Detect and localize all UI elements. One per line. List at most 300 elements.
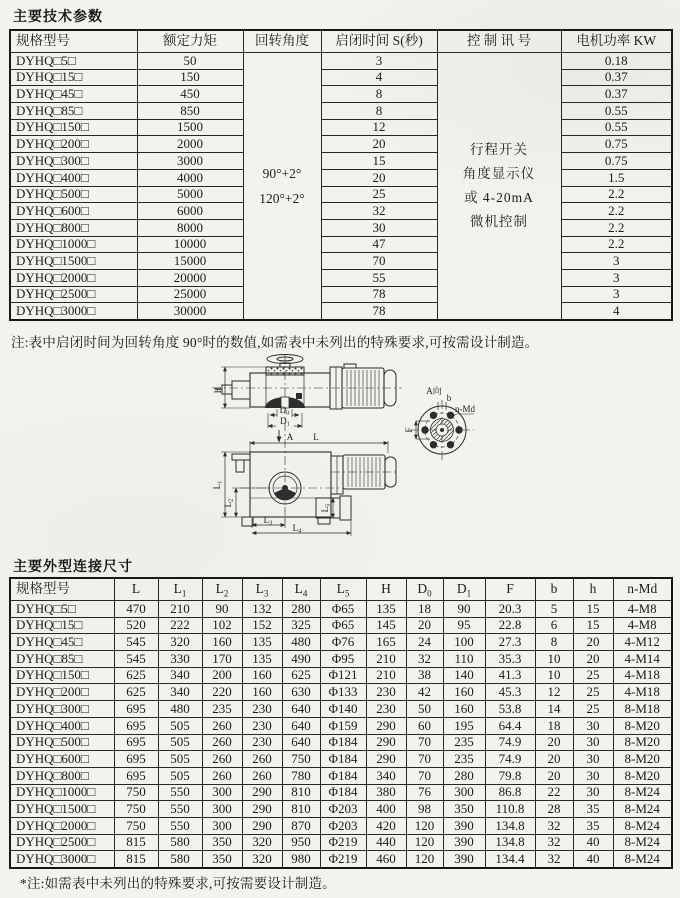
cell-value: 810 — [282, 801, 320, 818]
tech-table-row — [10, 119, 672, 136]
cell-value: 25 — [573, 667, 613, 684]
cell-torque: 1500 — [137, 119, 243, 136]
cell-open-close-time: 15 — [321, 153, 437, 170]
cell-value: 505 — [158, 717, 202, 734]
cell-torque: 150 — [137, 69, 243, 86]
dims-table-row — [10, 684, 672, 701]
cell-value: 132 — [242, 601, 282, 618]
cell-motor-power: 0.75 — [561, 136, 672, 153]
cell-value: 320 — [242, 851, 282, 868]
cell-value: 580 — [158, 834, 202, 851]
cell-torque: 850 — [137, 103, 243, 120]
cell-value: 390 — [443, 817, 485, 834]
dim-label-l: L — [313, 432, 319, 442]
cell-value: 550 — [158, 801, 202, 818]
cell-model: DYHQ□150□ — [10, 119, 137, 136]
cell-value: 480 — [282, 634, 320, 651]
cell-value: 230 — [242, 734, 282, 751]
cell-value: 160 — [242, 684, 282, 701]
cell-model: DYHQ□1000□ — [10, 236, 137, 253]
cell-value: 90 — [443, 601, 485, 618]
cell-value: 200 — [202, 667, 242, 684]
cell-value: 30 — [573, 784, 613, 801]
cell-value: 40 — [573, 851, 613, 868]
cell-value: 290 — [242, 784, 282, 801]
cell-model: DYHQ□1500□ — [10, 253, 137, 270]
cell-value: 30 — [573, 734, 613, 751]
dims-table-row — [10, 834, 672, 851]
cell-value: 350 — [443, 801, 485, 818]
dims-table-row — [10, 601, 672, 618]
cell-value: 8-M20 — [613, 717, 672, 734]
tech-table-row — [10, 303, 672, 320]
control-signal-line: 微机控制 — [470, 214, 528, 229]
cell-value: 20 — [535, 734, 573, 751]
tech-table-row — [10, 203, 672, 220]
cell-motor-power: 0.55 — [561, 103, 672, 120]
cell-value: 340 — [366, 767, 406, 784]
cell-model: DYHQ□1500□ — [10, 801, 114, 818]
cell-value: 74.9 — [485, 751, 535, 768]
tech-table-row — [10, 86, 672, 103]
cell-torque: 20000 — [137, 269, 243, 286]
cell-value: 20 — [573, 651, 613, 668]
cell-value: 260 — [202, 751, 242, 768]
cell-value: 98 — [406, 801, 443, 818]
cell-value: 6 — [535, 617, 573, 634]
control-signal-line: 角度显示仪 — [462, 166, 536, 181]
cell-model: DYHQ□200□ — [10, 684, 114, 701]
cell-value: 260 — [242, 767, 282, 784]
cell-value: 625 — [114, 684, 158, 701]
cell-value: 42 — [406, 684, 443, 701]
cell-value: 210 — [366, 667, 406, 684]
cell-value: 235 — [443, 751, 485, 768]
dims-col-header: 规格型号 — [10, 578, 114, 601]
tech-params-title: 主要技术参数 — [13, 8, 103, 24]
dimensions-table — [9, 577, 673, 869]
cell-value: 86.8 — [485, 784, 535, 801]
cell-value: Φ203 — [320, 817, 366, 834]
cell-value: 230 — [242, 717, 282, 734]
dims-col-header: $L_2$ — [202, 578, 242, 601]
cell-torque: 4000 — [137, 169, 243, 186]
cell-value: 40 — [573, 834, 613, 851]
cell-value: 14 — [535, 701, 573, 718]
cell-torque: 25000 — [137, 286, 243, 303]
cell-value: 8-M20 — [613, 767, 672, 784]
tech-header-row — [10, 30, 672, 53]
dim-label-a: A — [286, 432, 294, 442]
cell-torque: 2000 — [137, 136, 243, 153]
dims-table-row — [10, 734, 672, 751]
cell-value: 4-M12 — [613, 634, 672, 651]
cell-torque: 450 — [137, 86, 243, 103]
cell-value: 35 — [573, 817, 613, 834]
cell-value: 160 — [242, 667, 282, 684]
dims-col-header: F — [485, 578, 535, 601]
cell-value: 750 — [282, 751, 320, 768]
cell-value: 340 — [158, 684, 202, 701]
cell-model: DYHQ□150□ — [10, 667, 114, 684]
cell-value: 32 — [535, 834, 573, 851]
cell-open-close-time: 4 — [321, 69, 437, 86]
cell-open-close-time: 70 — [321, 253, 437, 270]
cell-value: 22 — [535, 784, 573, 801]
dim-label-l5: L5 — [320, 503, 332, 513]
cell-model: DYHQ□5□ — [10, 53, 137, 70]
cell-value: 330 — [158, 651, 202, 668]
cell-value: 290 — [366, 717, 406, 734]
cell-value: 4-M8 — [613, 601, 672, 618]
cell-open-close-time: 78 — [321, 303, 437, 320]
cell-value: 45.3 — [485, 684, 535, 701]
cell-value: 290 — [242, 817, 282, 834]
cell-value: 222 — [158, 617, 202, 634]
cell-value: 24 — [406, 634, 443, 651]
cell-value: 980 — [282, 851, 320, 868]
dims-table-row — [10, 751, 672, 768]
tech-table-row — [10, 103, 672, 120]
cell-model: DYHQ□1000□ — [10, 784, 114, 801]
cell-value: 340 — [158, 667, 202, 684]
cell-value: 20 — [573, 634, 613, 651]
cell-value: 134.4 — [485, 851, 535, 868]
cell-value: 260 — [242, 751, 282, 768]
cell-value: 625 — [114, 667, 158, 684]
cell-value: 815 — [114, 851, 158, 868]
cell-value: 8-M24 — [613, 817, 672, 834]
cell-motor-power: 4 — [561, 303, 672, 320]
cell-value: 32 — [406, 651, 443, 668]
dims-table-row — [10, 717, 672, 734]
cell-model: DYHQ□2500□ — [10, 286, 137, 303]
cell-model: DYHQ□45□ — [10, 86, 137, 103]
cell-value: 695 — [114, 751, 158, 768]
cell-value: 160 — [202, 634, 242, 651]
dims-table-row — [10, 767, 672, 784]
cell-motor-power: 2.2 — [561, 219, 672, 236]
cell-open-close-time: 25 — [321, 186, 437, 203]
cell-value: 41.3 — [485, 667, 535, 684]
cell-motor-power: 1.5 — [561, 169, 672, 186]
cell-value: Φ76 — [320, 634, 366, 651]
cell-value: 230 — [366, 701, 406, 718]
dimensions-title: 主要外型连接尺寸 — [13, 558, 133, 574]
cell-value: 10 — [535, 667, 573, 684]
cell-value: 545 — [114, 634, 158, 651]
cell-torque: 30000 — [137, 303, 243, 320]
cell-value: 630 — [282, 684, 320, 701]
cell-open-close-time: 8 — [321, 103, 437, 120]
cell-value: 390 — [443, 834, 485, 851]
cell-value: 870 — [282, 817, 320, 834]
cell-value: 30 — [573, 751, 613, 768]
cell-value: 750 — [114, 784, 158, 801]
cell-value: Φ219 — [320, 834, 366, 851]
cell-value: 15 — [573, 601, 613, 618]
dims-col-header: $D_1$ — [443, 578, 485, 601]
dim-label-l4: L4 — [292, 523, 302, 535]
cell-value: 160 — [443, 684, 485, 701]
tech-table-row — [10, 169, 672, 186]
cell-model: DYHQ□15□ — [10, 69, 137, 86]
cell-value: 18 — [535, 717, 573, 734]
cell-torque: 6000 — [137, 203, 243, 220]
cell-value: 8-M20 — [613, 751, 672, 768]
cell-value: 280 — [282, 601, 320, 618]
dimensions-note: *注:如需表中未列出的特殊要求,可按需要设计制造。 — [20, 876, 336, 891]
cell-open-close-time: 20 — [321, 169, 437, 186]
tech-table-body — [10, 53, 672, 321]
view-label-a-direction: A向 — [426, 386, 442, 396]
dims-col-header: n-Md — [613, 578, 672, 601]
dims-table-body — [10, 601, 672, 869]
dims-header-row — [10, 578, 672, 601]
cell-value: 35 — [573, 801, 613, 818]
rotation-angle-line: 120°+2° — [259, 191, 305, 206]
cell-motor-power: 2.2 — [561, 186, 672, 203]
tech-table-row — [10, 153, 672, 170]
cell-value: 102 — [202, 617, 242, 634]
col-header-power: 电机功率 KW — [561, 30, 672, 53]
cell-model: DYHQ□500□ — [10, 734, 114, 751]
cell-value: 260 — [202, 717, 242, 734]
cell-model: DYHQ□800□ — [10, 767, 114, 784]
actuator-plan-view — [221, 441, 398, 536]
col-header-model: 规格型号 — [10, 30, 137, 53]
dim-label-l1: L1 — [212, 480, 224, 490]
cell-open-close-time: 3 — [321, 53, 437, 70]
cell-motor-power: 0.37 — [561, 69, 672, 86]
dims-col-header: $D_0$ — [406, 578, 443, 601]
cell-motor-power: 3 — [561, 269, 672, 286]
cell-value: 64.4 — [485, 717, 535, 734]
dims-table-row — [10, 651, 672, 668]
cell-value: 950 — [282, 834, 320, 851]
cell-model: DYHQ□300□ — [10, 701, 114, 718]
cell-model: DYHQ□85□ — [10, 651, 114, 668]
cell-value: 30 — [573, 717, 613, 734]
cell-open-close-time: 8 — [321, 86, 437, 103]
cell-value: 235 — [202, 701, 242, 718]
cell-value: Φ121 — [320, 667, 366, 684]
cell-value: 380 — [366, 784, 406, 801]
cell-value: 550 — [158, 817, 202, 834]
cell-value: 35.3 — [485, 651, 535, 668]
cell-value: 230 — [366, 684, 406, 701]
cell-value: 260 — [202, 734, 242, 751]
cell-value: Φ184 — [320, 767, 366, 784]
cell-value: 470 — [114, 601, 158, 618]
cell-value: 460 — [366, 851, 406, 868]
cell-value: 300 — [202, 784, 242, 801]
cell-value: 135 — [242, 634, 282, 651]
cell-value: 53.8 — [485, 701, 535, 718]
col-header-rotation: 回转角度 — [243, 30, 321, 53]
cell-value: 815 — [114, 834, 158, 851]
cell-value: 15 — [573, 617, 613, 634]
cell-value: 420 — [366, 817, 406, 834]
cell-value: 695 — [114, 717, 158, 734]
cell-value: 490 — [282, 651, 320, 668]
cell-model: DYHQ□800□ — [10, 219, 137, 236]
cell-value: 440 — [366, 834, 406, 851]
cell-torque: 5000 — [137, 186, 243, 203]
dims-table-row — [10, 667, 672, 684]
cell-value: 135 — [242, 651, 282, 668]
cell-value: 4-M18 — [613, 667, 672, 684]
dim-label-l3: L3 — [263, 515, 273, 527]
cell-value: 10 — [535, 651, 573, 668]
dims-col-header: H — [366, 578, 406, 601]
tech-table-row — [10, 69, 672, 86]
cell-model: DYHQ□300□ — [10, 153, 137, 170]
cell-value: 8-M24 — [613, 834, 672, 851]
cell-value: 505 — [158, 751, 202, 768]
cell-value: 74.9 — [485, 734, 535, 751]
cell-value: 25 — [573, 701, 613, 718]
cell-value: 8-M20 — [613, 734, 672, 751]
dim-label-d0: D0 — [279, 405, 290, 417]
cell-value: 20.3 — [485, 601, 535, 618]
cell-model: DYHQ□600□ — [10, 751, 114, 768]
cell-value: Φ219 — [320, 851, 366, 868]
cell-value: 750 — [114, 817, 158, 834]
dims-table-row — [10, 617, 672, 634]
cell-value: 280 — [443, 767, 485, 784]
cell-model: DYHQ□3000□ — [10, 851, 114, 868]
cell-open-close-time: 47 — [321, 236, 437, 253]
dims-col-header: $L_1$ — [158, 578, 202, 601]
cell-value: 8-M24 — [613, 851, 672, 868]
cell-value: 134.8 — [485, 834, 535, 851]
cell-motor-power: 0.55 — [561, 119, 672, 136]
control-signal-cell — [437, 53, 561, 321]
cell-value: Φ184 — [320, 784, 366, 801]
cell-motor-power: 3 — [561, 253, 672, 270]
cell-value: 160 — [443, 701, 485, 718]
cell-value: 100 — [443, 634, 485, 651]
cell-value: 79.8 — [485, 767, 535, 784]
cell-value: 90 — [202, 601, 242, 618]
tech-table-row — [10, 286, 672, 303]
dim-label-h: H — [213, 386, 223, 394]
dims-table-row — [10, 701, 672, 718]
tech-table-row — [10, 53, 672, 70]
dim-label-n-md: n-Md — [455, 404, 475, 414]
cell-value: Φ65 — [320, 617, 366, 634]
cell-value: 750 — [114, 801, 158, 818]
cell-value: 550 — [158, 784, 202, 801]
cell-value: 695 — [114, 701, 158, 718]
cell-value: 4-M14 — [613, 651, 672, 668]
cell-model: DYHQ□600□ — [10, 203, 137, 220]
cell-torque: 10000 — [137, 236, 243, 253]
cell-value: 70 — [406, 734, 443, 751]
cell-value: 38 — [406, 667, 443, 684]
cell-value: 95 — [443, 617, 485, 634]
cell-value: 300 — [202, 817, 242, 834]
dim-label-f: F — [404, 427, 414, 433]
dims-col-header: b — [535, 578, 573, 601]
cell-value: Φ140 — [320, 701, 366, 718]
cell-value: 4-M18 — [613, 684, 672, 701]
dims-col-header: h — [573, 578, 613, 601]
tech-table-row — [10, 236, 672, 253]
cell-open-close-time: 20 — [321, 136, 437, 153]
cell-value: 140 — [443, 667, 485, 684]
cell-value: 120 — [406, 817, 443, 834]
cell-value: 22.8 — [485, 617, 535, 634]
cell-value: 170 — [202, 651, 242, 668]
control-signal-line: 行程开关 — [470, 142, 528, 157]
cell-model: DYHQ□400□ — [10, 717, 114, 734]
cell-value: 350 — [202, 851, 242, 868]
col-header-control: 控 制 讯 号 — [437, 30, 561, 53]
cell-open-close-time: 55 — [321, 269, 437, 286]
cell-value: 290 — [366, 751, 406, 768]
cell-value: 12 — [535, 684, 573, 701]
cell-model: DYHQ□15□ — [10, 617, 114, 634]
cell-torque: 3000 — [137, 153, 243, 170]
cell-value: 30 — [573, 767, 613, 784]
cell-value: 120 — [406, 851, 443, 868]
dim-label-l2: L2 — [223, 498, 235, 508]
cell-value: 195 — [443, 717, 485, 734]
cell-value: 60 — [406, 717, 443, 734]
dims-col-header: $L_3$ — [242, 578, 282, 601]
dims-table-row — [10, 784, 672, 801]
cell-value: 50 — [406, 701, 443, 718]
cell-value: 505 — [158, 767, 202, 784]
cell-model: DYHQ□2500□ — [10, 834, 114, 851]
cell-torque: 8000 — [137, 219, 243, 236]
tech-table-row — [10, 219, 672, 236]
cell-model: DYHQ□85□ — [10, 103, 137, 120]
cell-open-close-time: 32 — [321, 203, 437, 220]
cell-value: 290 — [366, 734, 406, 751]
control-signal-line: 或 4-20mA — [464, 190, 534, 205]
cell-value: 70 — [406, 767, 443, 784]
tech-table-row — [10, 269, 672, 286]
cell-value: 695 — [114, 767, 158, 784]
cell-value: Φ184 — [320, 734, 366, 751]
dims-table-row — [10, 634, 672, 651]
cell-value: 640 — [282, 717, 320, 734]
cell-value: 134.8 — [485, 817, 535, 834]
cell-value: 625 — [282, 667, 320, 684]
cell-value: 260 — [202, 767, 242, 784]
cell-motor-power: 3 — [561, 286, 672, 303]
tech-table-row — [10, 136, 672, 153]
cell-value: 5 — [535, 601, 573, 618]
cell-torque: 15000 — [137, 253, 243, 270]
cell-value: 640 — [282, 734, 320, 751]
cell-value: 8 — [535, 634, 573, 651]
dim-label-d1: D1 — [280, 416, 290, 428]
dims-table-row — [10, 801, 672, 818]
cell-open-close-time: 12 — [321, 119, 437, 136]
cell-model: DYHQ□2000□ — [10, 269, 137, 286]
cell-value: 165 — [366, 634, 406, 651]
tech-table-row — [10, 253, 672, 270]
cell-value: 8-M18 — [613, 701, 672, 718]
cell-value: 210 — [366, 651, 406, 668]
cell-model: DYHQ□400□ — [10, 169, 137, 186]
cell-value: 290 — [242, 801, 282, 818]
cell-value: 4-M8 — [613, 617, 672, 634]
